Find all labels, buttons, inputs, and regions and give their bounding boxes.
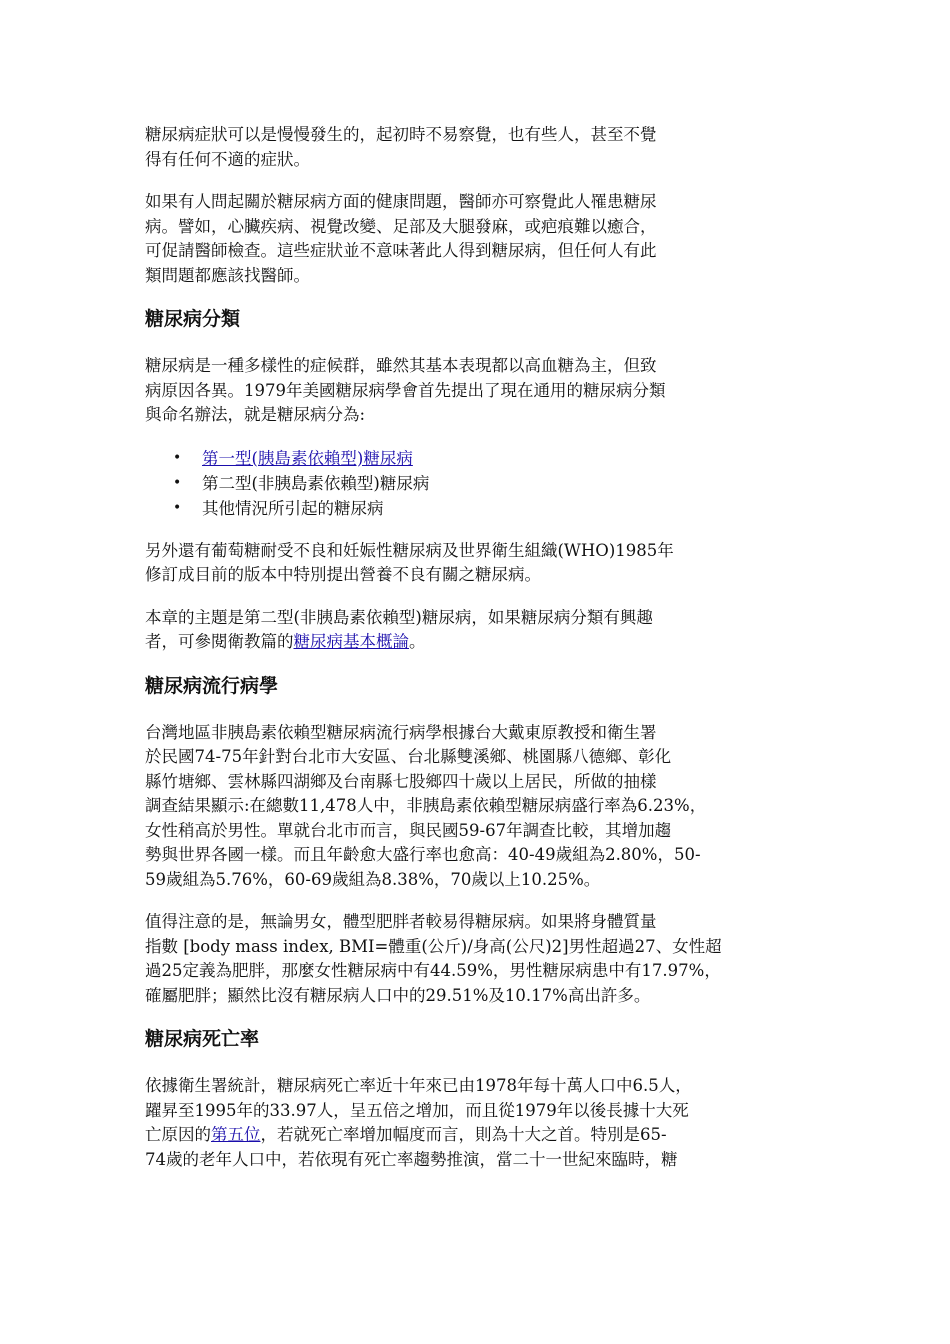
text-line: 確屬肥胖；顯然比沒有糖尿病人口中的29.51%及10.17%高出許多。 bbox=[145, 985, 651, 1005]
text-line: 74歲的老年人口中，若依現有死亡率趨勢推演，當二十一世紀來臨時，糖 bbox=[145, 1149, 678, 1169]
text-line: 值得注意的是，無論男女，體型肥胖者較易得糖尿病。如果將身體質量 bbox=[145, 912, 657, 931]
intro-paragraph-2 bbox=[145, 190, 810, 288]
text-line: 病。譬如，心臟疾病、視覺改變、足部及大腿發麻，或疤痕難以癒合， bbox=[145, 216, 657, 236]
text-line: 縣竹塘鄉、雲林縣四湖鄉及台南縣七股鄉四十歲以上居民，所做的抽樣 bbox=[145, 771, 657, 791]
list-item bbox=[145, 496, 810, 521]
diabetes-type-list bbox=[145, 446, 810, 521]
epidemiology-paragraph-2 bbox=[145, 910, 810, 1008]
article-body bbox=[145, 123, 810, 1190]
bullet-icon: • bbox=[173, 449, 182, 466]
list-item-text: 第二型(非胰島素依賴型)糖尿病 bbox=[202, 473, 430, 493]
text-line: 調查結果顯示:在總數11,478人中，非胰島素依賴型糖尿病盛行率為6.23%， bbox=[145, 796, 707, 815]
bullet-icon: • bbox=[173, 474, 182, 491]
text-line: 依據衛生署統計，糖尿病死亡率近十年來已由1978年每十萬人口中6.5人， bbox=[145, 1076, 692, 1095]
classification-paragraph-3 bbox=[145, 606, 810, 655]
text-line: 得有任何不適的症狀。 bbox=[145, 149, 310, 169]
text-line: 與命名辦法，就是糖尿病分為: bbox=[145, 405, 366, 424]
inline-text: ，若就死亡率增加幅度而言，則為十大之首。特別是65- bbox=[260, 1125, 667, 1144]
text-line: 如果有人問起關於糖尿病方面的健康問題，醫師亦可察覺此人罹患糖尿 bbox=[145, 192, 657, 211]
heading-epidemiology: 糖尿病流行病學 bbox=[145, 674, 279, 697]
classification-paragraph-2 bbox=[145, 539, 810, 588]
epidemiology-paragraph-1 bbox=[145, 721, 810, 893]
text-line bbox=[145, 1123, 810, 1148]
intro-paragraph-1 bbox=[145, 123, 810, 172]
fifth-place-link[interactable]: 第五位 bbox=[211, 1125, 261, 1144]
text-line: 糖尿病是一種多樣性的症候群，雖然其基本表現都以高血糖為主，但致 bbox=[145, 356, 657, 375]
text-line: 台灣地區非胰島素依賴型糖尿病流行病學根據台大戴東原教授和衛生署 bbox=[145, 722, 657, 742]
mortality-paragraph bbox=[145, 1074, 810, 1172]
text-line: 躍昇至1995年的33.97人，呈五倍之增加，而且從1979年以後長據十大死 bbox=[145, 1100, 689, 1120]
text-line: 59歲組為5.76%，60-69歲組為8.38%，70歲以上10.25%。 bbox=[145, 869, 601, 889]
text-line: 另外還有葡萄糖耐受不良和妊娠性糖尿病及世界衛生組織(WHO)1985年 bbox=[145, 540, 674, 560]
heading-classification: 糖尿病分類 bbox=[145, 308, 241, 330]
text-line: 勢與世界各國一樣。而且年齡愈大盛行率也愈高：40-49歲組為2.80%，50- bbox=[145, 845, 701, 864]
bullet-icon: • bbox=[173, 499, 182, 516]
text-line: 於民國74-75年針對台北市大安區、台北縣雙溪鄉、桃園縣八德鄉、彰化 bbox=[145, 747, 672, 766]
heading-mortality: 糖尿病死亡率 bbox=[145, 1028, 260, 1050]
classification-paragraph-1 bbox=[145, 354, 810, 428]
text-line: 類問題都應該找醫師。 bbox=[145, 265, 310, 285]
diabetes-basics-link[interactable]: 糖尿病基本概論 bbox=[293, 632, 409, 651]
inline-text: 。 bbox=[409, 632, 426, 651]
inline-text: 者，可參閱衛教篇的 bbox=[145, 632, 294, 651]
text-line: 本章的主題是第二型(非胰島素依賴型)糖尿病，如果糖尿病分類有興趣 bbox=[145, 607, 653, 627]
inline-text: 亡原因的 bbox=[145, 1125, 211, 1144]
text-line: 過25定義為肥胖，那麼女性糖尿病中有44.59%，男性糖尿病患中有17.97%， bbox=[145, 961, 721, 980]
text-line: 可促請醫師檢查。這些症狀並不意味著此人得到糖尿病，但任何人有此 bbox=[145, 241, 657, 260]
list-item bbox=[145, 446, 810, 471]
text-line bbox=[145, 630, 810, 655]
type1-diabetes-link[interactable]: 第一型(胰島素依賴型)糖尿病 bbox=[202, 448, 413, 468]
text-line: 修訂成目前的版本中特別提出營養不良有關之糖尿病。 bbox=[145, 565, 541, 584]
list-item bbox=[145, 471, 810, 496]
text-line: 糖尿病症狀可以是慢慢發生的，起初時不易察覺，也有些人，甚至不覺 bbox=[145, 125, 657, 144]
text-line: 病原因各異。1979年美國糖尿病學會首先提出了現在通用的糖尿病分類 bbox=[145, 380, 666, 400]
text-line: 女性稍高於男性。單就台北市而言，與民國59-67年調查比較，其增加趨 bbox=[145, 820, 672, 840]
list-item-text: 其他情況所引起的糖尿病 bbox=[202, 498, 384, 518]
text-line: 指數 [body mass index, BMI=體重(公斤)/身高(公尺)2]男性超過27、女性超 bbox=[145, 936, 722, 956]
